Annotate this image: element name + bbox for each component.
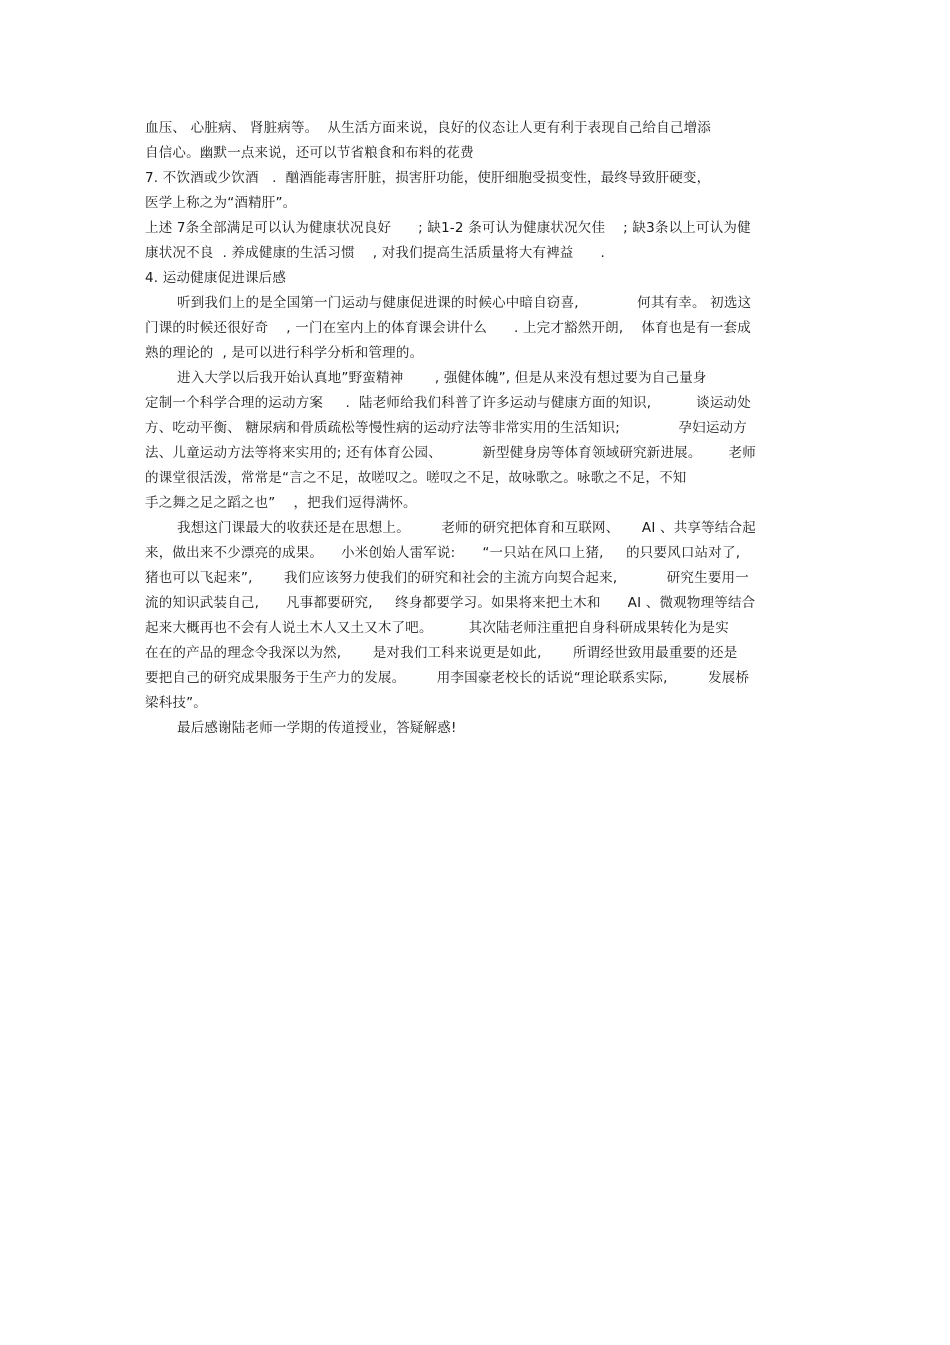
paragraph-line: 熟的理论的 , 是可以进行科学分析和管理的。 bbox=[145, 345, 424, 361]
paragraph-line: 流的知识武装自己, 凡事都要研究, 终身都要学习。如果将来把土木和 AI 、微观物理等结合 bbox=[145, 595, 756, 611]
paragraph-line: 我想这门课最大的收获还是在思想上。 老师的研究把体育和互联网、 AI 、共享等结合起 bbox=[177, 520, 756, 536]
paragraph-line: 康状况不良 . 养成健康的生活习惯 , 对我们提高生活质量将大有裨益 . bbox=[145, 245, 605, 261]
paragraph-line: 要把自己的研究成果服务于生产力的发展。 用李国豪老校长的话说“理论联系实际, 发展桥 bbox=[145, 670, 750, 686]
paragraph-line: 法、儿童运动方法等将来实用的; 还有体育公园、 新型健身房等体育领域研究新进展。 老师 bbox=[145, 445, 756, 461]
paragraph-line: 定制一个科学合理的运动方案 . 陆老师给我们科普了许多运动与健康方面的知识, 谈运动处 bbox=[145, 395, 751, 411]
paragraph-line: 门课的时候还很好奇 , 一门在室内上的体育课会讲什么 . 上完才豁然开朗, 体育也是有一套成 bbox=[145, 320, 751, 336]
paragraph-line: 起来大概再也不会有人说土木人又土又木了吧。 其次陆老师注重把自身科研成果转化为是实 bbox=[145, 620, 729, 636]
paragraph-line: 上述 7条全部满足可以认为健康状况良好 ; 缺1-2 条可认为健康状况欠佳 ; 缺3条以上可认为健 bbox=[145, 220, 751, 236]
section-heading: 4. 运动健康促进课后感 bbox=[145, 270, 287, 286]
paragraph-line: 方、吃动平衡、 糖尿病和骨质疏松等慢性病的运动疗法等非常实用的生活知识; 孕妇运动方 bbox=[145, 420, 747, 436]
paragraph-line: 梁科技”。 bbox=[145, 695, 207, 711]
paragraph-line: 手之舞之足之蹈之也” ，把我们逗得满怀。 bbox=[145, 495, 417, 511]
paragraph-line: 的课堂很活泼，常常是“言之不足，故嗟叹之。嗟叹之不足，故咏歌之。咏歌之不足，不知 bbox=[145, 470, 687, 486]
paragraph-line: 猪也可以飞起来”, 我们应该努力使我们的研究和社会的主流方向契合起来, 研究生要用一 bbox=[145, 570, 749, 586]
paragraph-line: 自信心。幽默一点来说，还可以节省粮食和布料的花费 bbox=[145, 145, 474, 161]
paragraph-line: 进入大学以后我开始认真地”野蛮精神 , 强健体魄”, 但是从来没有想过要为自己量身 bbox=[177, 370, 707, 386]
closing-line: 最后感谢陆老师一学期的传道授业，答疑解惑! bbox=[177, 720, 457, 736]
paragraph-line: 医学上称之为“酒精肝”。 bbox=[145, 195, 297, 211]
paragraph-line: 血压、 心脏病、 肾脏病等。 从生活方面来说，良好的仪态让人更有利于表现自己给自己增添 bbox=[145, 120, 711, 136]
paragraph-line: 在在的产品的理念令我深以为然, 是对我们工科来说更是如此, 所谓经世致用最重要的还是 bbox=[145, 645, 738, 661]
list-item-7: 7. 不饮酒或少饮酒 . 酗酒能毒害肝脏，损害肝功能，使肝细胞受损变性，最终导致肝硬变， bbox=[145, 170, 711, 186]
paragraph-line: 听到我们上的是全国第一门运动与健康促进课的时候心中暗自窃喜, 何其有幸。 初选这 bbox=[177, 295, 752, 311]
paragraph-line: 来，做出来不少漂亮的成果。 小米创始人雷军说: “一只站在风口上猪, 的只要风口站对了, bbox=[145, 545, 741, 561]
